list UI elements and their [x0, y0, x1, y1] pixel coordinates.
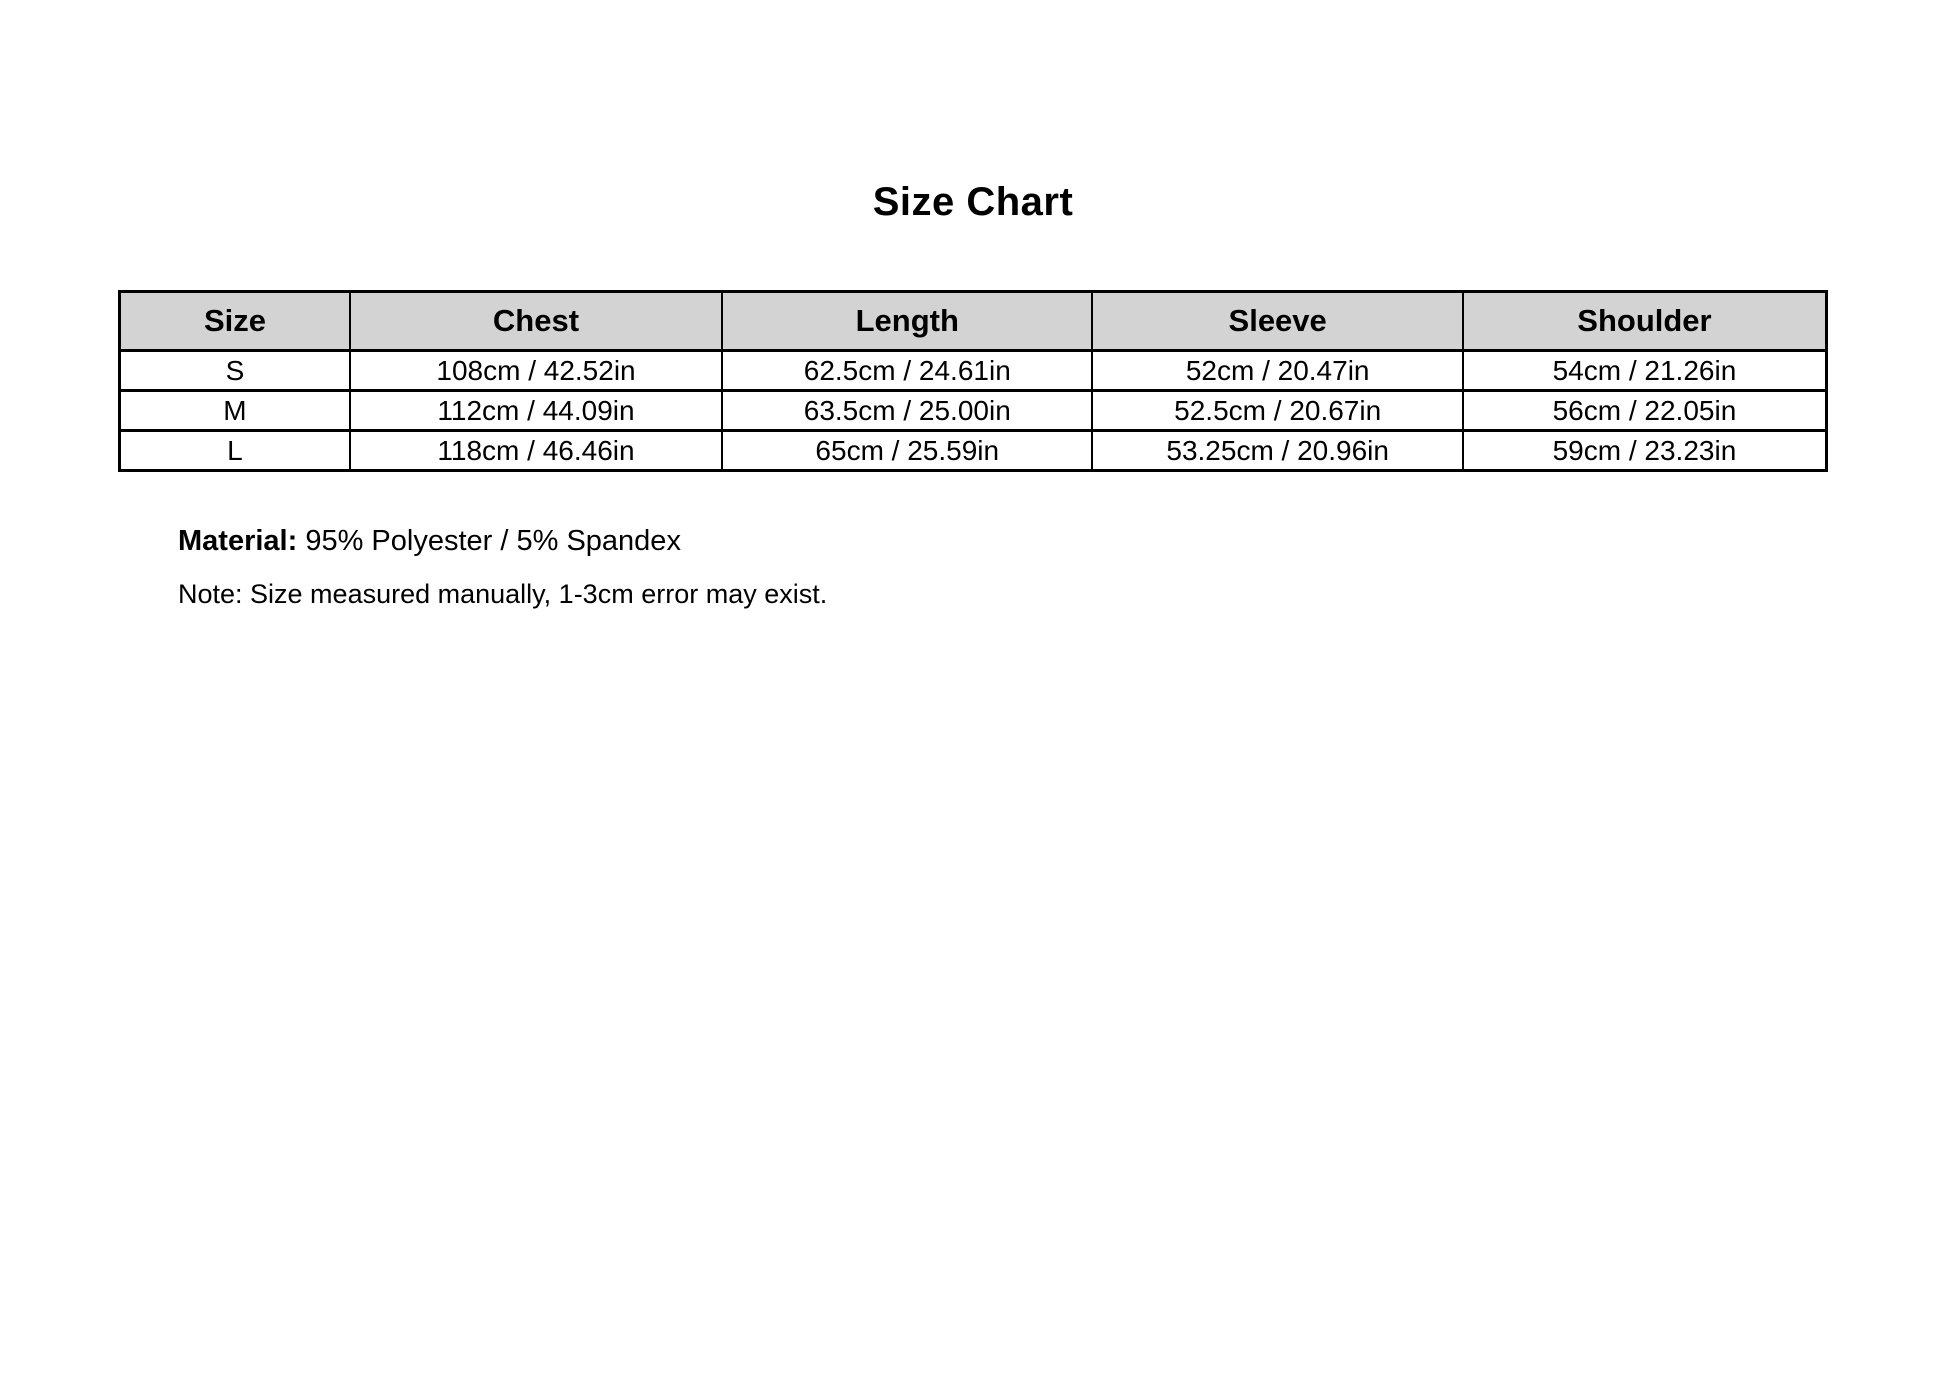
cell-sleeve-m: 52.5cm / 20.67in [1092, 391, 1462, 431]
table-row-l [120, 431, 1827, 471]
size-chart-table [118, 290, 1828, 472]
material-line [178, 524, 1828, 558]
cell-shoulder-l: 59cm / 23.23in [1463, 431, 1827, 471]
cell-size-l: L [120, 431, 350, 471]
cell-chest-m: 112cm / 44.09in [350, 391, 722, 431]
page-content [118, 0, 1828, 610]
cell-sleeve-s: 52cm / 20.47in [1092, 351, 1462, 391]
column-header-size: Size [120, 292, 350, 351]
column-header-shoulder: Shoulder [1463, 292, 1827, 351]
note-line: Note: Size measured manually, 1-3cm error may exist. [178, 579, 828, 609]
table-row-m [120, 391, 1827, 431]
column-header-sleeve: Sleeve [1092, 292, 1462, 351]
cell-size-s: S [120, 351, 350, 391]
material-label: Material: [178, 525, 298, 557]
material-value: 95% Polyester / 5% Spandex [305, 525, 681, 557]
cell-shoulder-s: 54cm / 21.26in [1463, 351, 1827, 391]
cell-shoulder-m: 56cm / 22.05in [1463, 391, 1827, 431]
column-header-length: Length [722, 292, 1092, 351]
cell-length-m: 63.5cm / 25.00in [722, 391, 1092, 431]
header-row [120, 292, 1827, 351]
cell-chest-l: 118cm / 46.46in [350, 431, 722, 471]
cell-size-m: M [120, 391, 350, 431]
cell-length-l: 65cm / 25.59in [722, 431, 1092, 471]
cell-sleeve-l: 53.25cm / 20.96in [1092, 431, 1462, 471]
cell-length-s: 62.5cm / 24.61in [722, 351, 1092, 391]
table-row-s [120, 351, 1827, 391]
page-title: Size Chart [872, 180, 1074, 224]
column-header-chest: Chest [350, 292, 722, 351]
cell-chest-s: 108cm / 42.52in [350, 351, 722, 391]
